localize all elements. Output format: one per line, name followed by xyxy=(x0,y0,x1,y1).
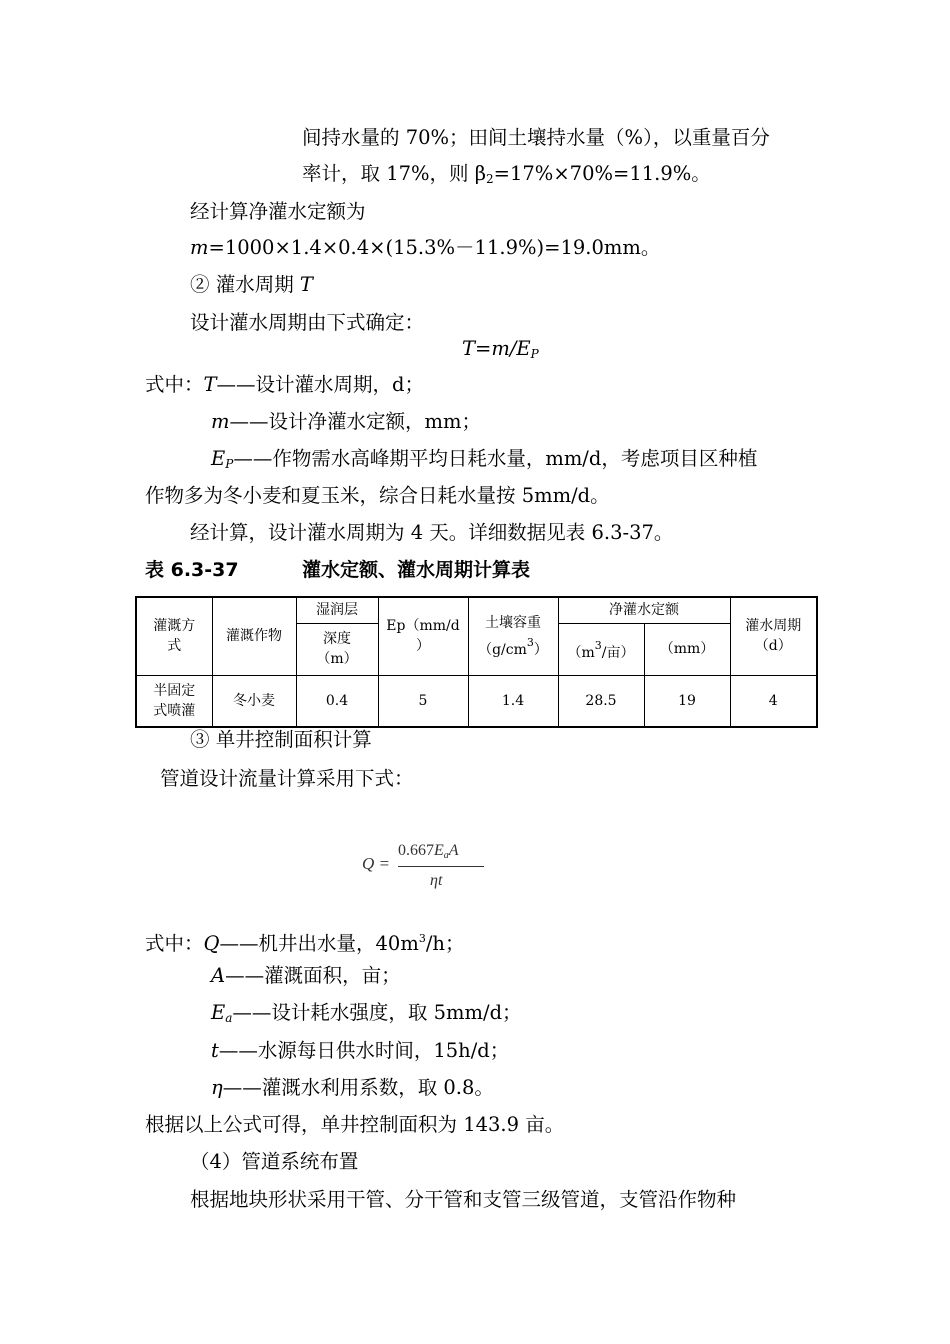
subscript: 2 xyxy=(486,172,494,186)
text-span: ——水源每日供水时间，15h/d； xyxy=(218,1039,510,1062)
text-span: 率计，取 17%，则 β xyxy=(302,162,487,185)
variable: E xyxy=(211,1001,226,1024)
text-span: ——灌溉水利用系数，取 0.8。 xyxy=(222,1076,494,1099)
header-text: （m xyxy=(567,644,595,661)
header-net-quota xyxy=(558,597,730,623)
where-line xyxy=(145,926,464,957)
section-heading xyxy=(190,272,313,298)
formula-T xyxy=(462,336,539,367)
formula-numerator xyxy=(398,842,459,861)
variable: E xyxy=(211,447,226,470)
fraction-bar xyxy=(398,866,484,867)
header-depth xyxy=(296,623,378,675)
text-span: ——机井出水量，40m xyxy=(219,932,419,955)
text-span: ——作物需水高峰期平均日耗水量，mm/d，考虑项目区种植 xyxy=(233,447,758,470)
where-line xyxy=(211,446,757,477)
header-bulk-density xyxy=(468,597,558,675)
header-text: （d） xyxy=(754,638,792,655)
cell-text: 19 xyxy=(678,692,696,709)
header-text: （g/cm xyxy=(478,641,527,658)
text-span: ——设计净灌水定额，mm； xyxy=(229,410,481,433)
text-span: 式中： xyxy=(145,373,204,396)
variable: t xyxy=(211,1039,219,1062)
cell-text: 28.5 xyxy=(585,692,617,709)
text-span: 作物多为冬小麦和夏玉米，综合日耗水量按 5mm/d。 xyxy=(145,484,610,507)
header-text: （mm） xyxy=(659,641,715,657)
header-method xyxy=(136,597,212,675)
formula-line xyxy=(190,235,660,261)
text-span: 设计灌水周期由下式确定： xyxy=(190,311,425,334)
header-text: 湿润层 xyxy=(316,602,358,619)
text-span: 表 6.3-37 xyxy=(145,559,239,581)
text-span: =1000×1.4×0.4×(15.3%－11.9%)=19.0mm。 xyxy=(208,236,661,259)
variable: m xyxy=(190,236,209,259)
section-heading xyxy=(190,1149,358,1175)
header-net-m3 xyxy=(558,623,644,675)
where-line xyxy=(211,1000,522,1031)
cell-text: 式喷灌 xyxy=(153,702,196,719)
text-span: ③ 单井控制面积计算 xyxy=(190,728,372,751)
superscript: 3 xyxy=(526,635,534,649)
text-span: （4）管道系统布置 xyxy=(190,1150,359,1173)
subscript: P xyxy=(225,457,234,471)
text-span: ——设计灌水周期，d； xyxy=(216,373,425,396)
text-line xyxy=(145,483,610,509)
where-line xyxy=(145,372,424,398)
text-line xyxy=(145,1112,564,1138)
variable: A xyxy=(448,842,459,859)
cell-text: 半固定 xyxy=(153,682,196,699)
subscript: P xyxy=(530,347,539,361)
formula-text: 0.667 xyxy=(398,842,434,859)
text-span: ② 灌水周期 xyxy=(190,273,300,296)
superscript: 3 xyxy=(594,638,602,652)
text-span: 间持水量的 70%；田间土壤持水量（%），以重量百分 xyxy=(302,126,770,149)
text-span: 管道设计流量计算采用下式： xyxy=(160,767,414,790)
cell-depth xyxy=(296,675,378,727)
cell-text: 冬小麦 xyxy=(233,692,275,709)
header-text: 深度 xyxy=(323,631,351,647)
where-line xyxy=(211,1075,494,1101)
text-line xyxy=(160,766,414,792)
cell-method xyxy=(136,675,212,727)
text-span: 灌水定额、灌水周期计算表 xyxy=(302,559,531,581)
cell-bulk xyxy=(468,675,558,727)
where-line xyxy=(211,963,401,989)
cell-text: 4 xyxy=(768,692,778,709)
text-line xyxy=(190,1187,736,1213)
subscript: a xyxy=(225,1011,233,1025)
table-row xyxy=(136,675,817,727)
header-text: ） xyxy=(416,638,430,655)
variable: A xyxy=(211,964,226,987)
where-line xyxy=(211,409,481,435)
text-line xyxy=(190,199,366,225)
cell-text: 5 xyxy=(418,692,428,709)
text-span: ——设计耗水强度，取 5mm/d； xyxy=(232,1001,522,1024)
cell-ep xyxy=(378,675,468,727)
subscript: a xyxy=(443,850,449,861)
header-text: （m） xyxy=(316,651,358,667)
text-span: /h； xyxy=(425,932,465,955)
header-text: Ep（mm/d xyxy=(386,618,460,635)
text-line xyxy=(190,520,673,546)
variable: T xyxy=(203,373,217,396)
header-text: 灌水周期 xyxy=(745,618,802,635)
text-span: 经计算，设计灌水周期为 4 天。详细数据见表 6.3-37。 xyxy=(190,521,674,544)
cell-text: 1.4 xyxy=(501,692,525,709)
variable: T xyxy=(462,337,476,360)
header-text: 灌溉作物 xyxy=(226,628,282,645)
section-heading xyxy=(190,727,372,753)
variable: Q xyxy=(203,932,220,955)
header-text: /亩） xyxy=(601,644,635,661)
header-text: 净灌水定额 xyxy=(609,602,679,619)
text-span: = xyxy=(475,337,492,360)
header-period xyxy=(730,597,817,675)
header-text: 式 xyxy=(167,638,182,655)
text-span: 根据以上公式可得，单井控制面积为 143.9 亩。 xyxy=(145,1113,565,1136)
variable: η xyxy=(211,1076,223,1099)
cell-crop xyxy=(212,675,296,727)
table-caption-title xyxy=(302,557,530,583)
header-net-mm xyxy=(644,623,730,675)
cell-net-m3 xyxy=(558,675,644,727)
formula-denominator: ηt xyxy=(430,872,443,889)
text-line xyxy=(302,125,770,151)
header-wet-layer xyxy=(296,597,378,623)
variable: E xyxy=(434,842,444,859)
text-span: 经计算净灌水定额为 xyxy=(190,200,366,223)
formula-lhs: Q = xyxy=(362,854,390,873)
cell-net-mm xyxy=(644,675,730,727)
text-span: =17%×70%=11.9%。 xyxy=(493,162,711,185)
superscript: 3 xyxy=(418,932,426,945)
text-line xyxy=(190,310,424,336)
header-text: 土壤容重 xyxy=(485,614,541,631)
cell-text: 0.4 xyxy=(325,692,349,709)
variable: T xyxy=(299,273,313,296)
variable: m xyxy=(211,410,230,433)
where-line xyxy=(211,1038,509,1064)
header-text: ） xyxy=(533,641,548,658)
header-crop xyxy=(212,597,296,675)
text-span: 根据地块形状采用干管、分干管和支管三级管道，支管沿作物种 xyxy=(190,1188,737,1211)
text-span: 式中： xyxy=(145,932,204,955)
variable: m/E xyxy=(491,337,531,360)
header-text: 灌溉方 xyxy=(153,618,196,635)
irrigation-table xyxy=(135,596,818,728)
cell-period xyxy=(730,675,817,727)
text-line xyxy=(302,161,711,192)
table-caption-number xyxy=(145,557,239,583)
header-ep xyxy=(378,597,468,675)
text-span: ——灌溉面积，亩； xyxy=(225,964,401,987)
table-header-row xyxy=(136,597,817,623)
